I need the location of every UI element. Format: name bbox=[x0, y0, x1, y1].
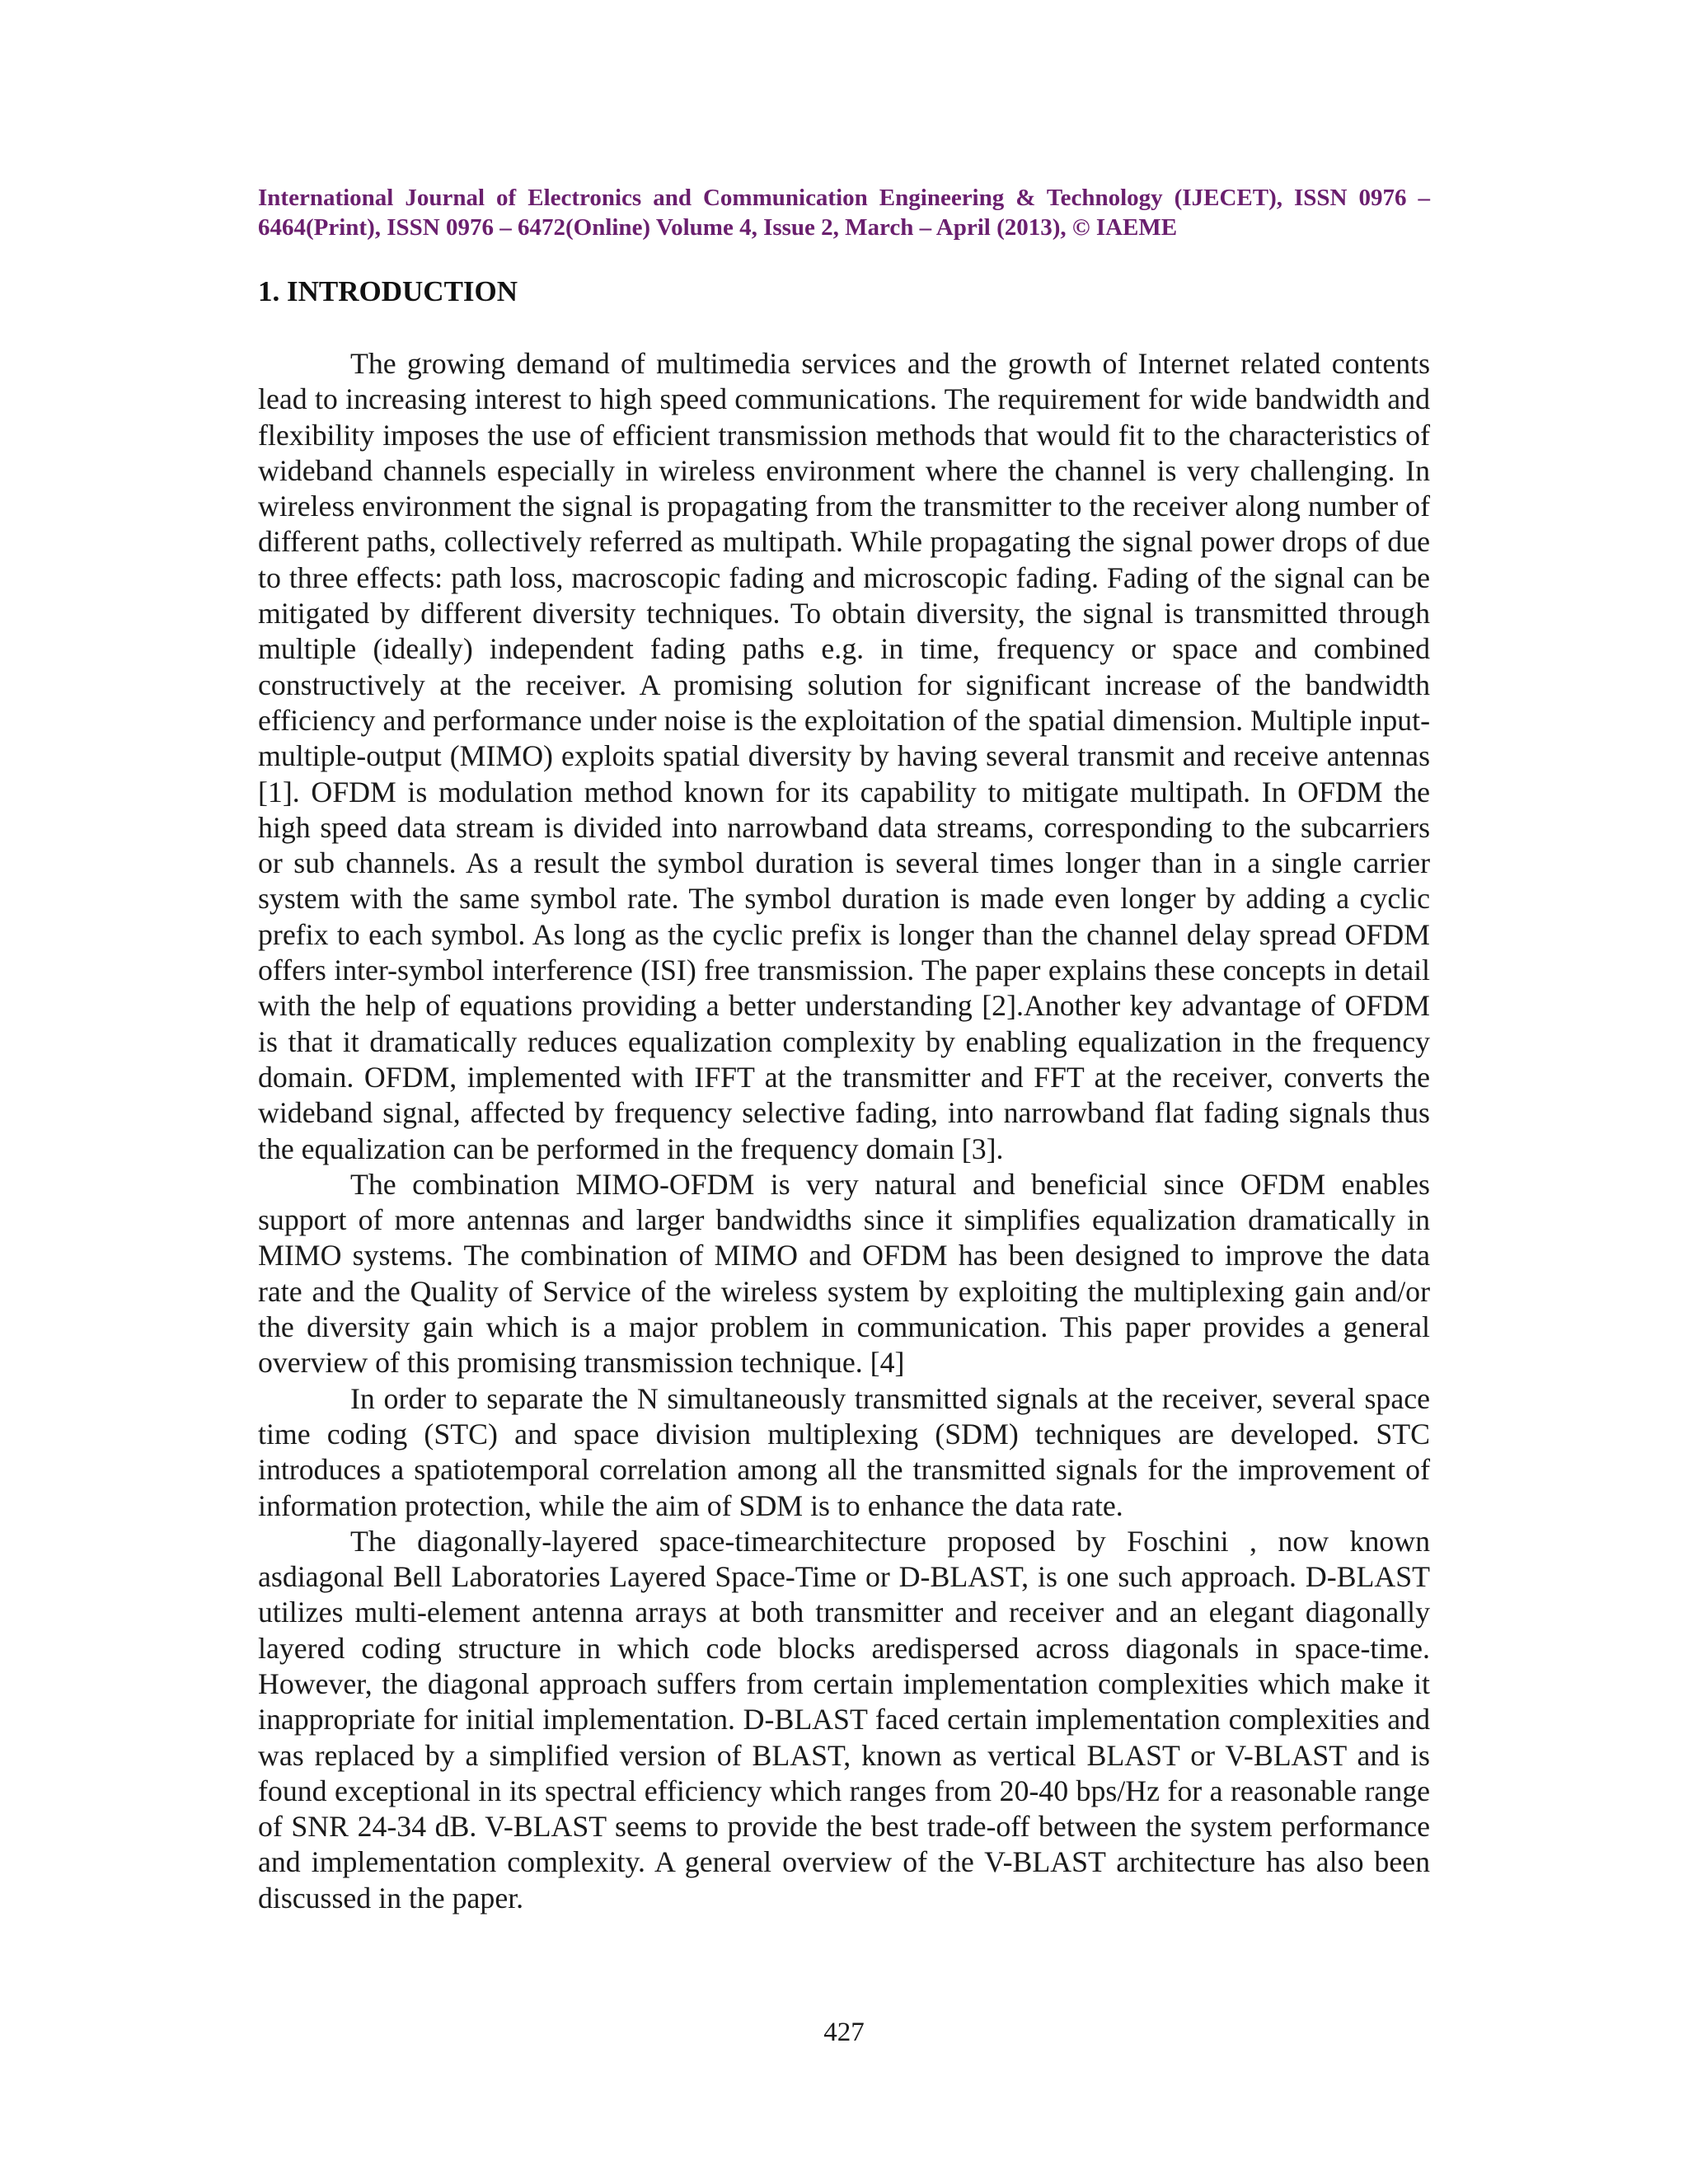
section-title: 1. INTRODUCTION bbox=[258, 275, 518, 307]
page-number: 427 bbox=[823, 2018, 865, 2047]
paragraph-2: The combination MIMO-OFDM is very natural and beneficial since OFDM enables support of more antennas and larger bandwidths since it simplifies equalization dramatically in MIMO systems. The combination of MIMO and OFDM has been designed to improve the data rate and the Quality of Service of the wireless system by exploiting the multiplexing gain and/or the diversity gain which is a major problem in communication. This paper provides a general overview of this promising transmission technique. [4] bbox=[258, 1167, 1430, 1380]
paragraph-4: The diagonally-layered space-timearchitecture proposed by Foschini , now known asdiagonal Bell Laboratories Layered Space-Time or D-BLAST, is one such approach. D-BLAST utilizes multi-element antenna arrays at both transmitter and receiver and an elegant diagonally layered coding structure in which code blocks aredispersed across diagonals in space-time. However, the diagonal approach suffers from certain implementation complexities which make it inappropriate for initial implementation. D-BLAST faced certain implementation complexities and was replaced by a simplified version of BLAST, known as vertical BLAST or V-BLAST and is found exceptional in its spectral efficiency which ranges from 20-40 bps/Hz for a reasonable range of SNR 24-34 dB. V-BLAST seems to provide the best trade-off between the system performance and implementation complexity. A general overview of the V-BLAST architecture has also been discussed in the paper. bbox=[258, 1524, 1430, 1915]
journal-header: International Journal of Electronics and Communication Engineering & Technology (IJECET), ISSN 0976 – 6464(Print), ISSN 0976 – 6472(Online) Volume 4, Issue 2, March – April (2013), © IAEME bbox=[258, 185, 1430, 241]
paragraph-3: In order to separate the N simultaneously transmitted signals at the receiver, several space time coding (STC) and space division multiplexing (SDM) techniques are developed. STC introduces a spatiotemporal correlation among all the transmitted signals for the improvement of information protection, while the aim of SDM is to enhance the data rate. bbox=[258, 1381, 1430, 1522]
introduction-body bbox=[258, 346, 1430, 1916]
paragraph-1: The growing demand of multimedia services and the growth of Internet related contents lead to increasing interest to high speed communications. The requirement for wide bandwidth and flexibility imposes the use of efficient transmission methods that would fit to the characteristics of wideband channels especially in wireless environment where the channel is very challenging. In wireless environment the signal is propagating from the transmitter to the receiver along number of different paths, collectively referred as multipath. While propagating the signal power drops of due to three effects: path loss, macroscopic fading and microscopic fading. Fading of the signal can be mitigated by different diversity techniques. To obtain diversity, the signal is transmitted through multiple (ideally) independent fading paths e.g. in time, frequency or space and combined constructively at the receiver. A promising solution for significant increase of the bandwidth efficiency and performance under noise is the exploitation of the spatial dimension. Multiple input-multiple-output (MIMO) exploits spatial diversity by having several transmit and receive antennas [1]. OFDM is modulation method known for its capability to mitigate multipath. In OFDM the high speed data stream is divided into narrowband data streams, corresponding to the subcarriers or sub channels. As a result the symbol duration is several times longer than in a single carrier system with the same symbol rate. The symbol duration is made even longer by adding a cyclic prefix to each symbol. As long as the cyclic prefix is longer than the channel delay spread OFDM offers inter-symbol interference (ISI) free transmission. The paper explains these concepts in detail with the help of equations providing a better understanding [2].Another key advantage of OFDM is that it dramatically reduces equalization complexity by enabling equalization in the frequency domain. OFDM, implemented with IFFT at the transmitter and FFT at the receiver, converts the wideband signal, affected by frequency selective fading, into narrowband flat fading signals thus the equalization can be performed in the frequency domain [3]. bbox=[258, 347, 1430, 1165]
